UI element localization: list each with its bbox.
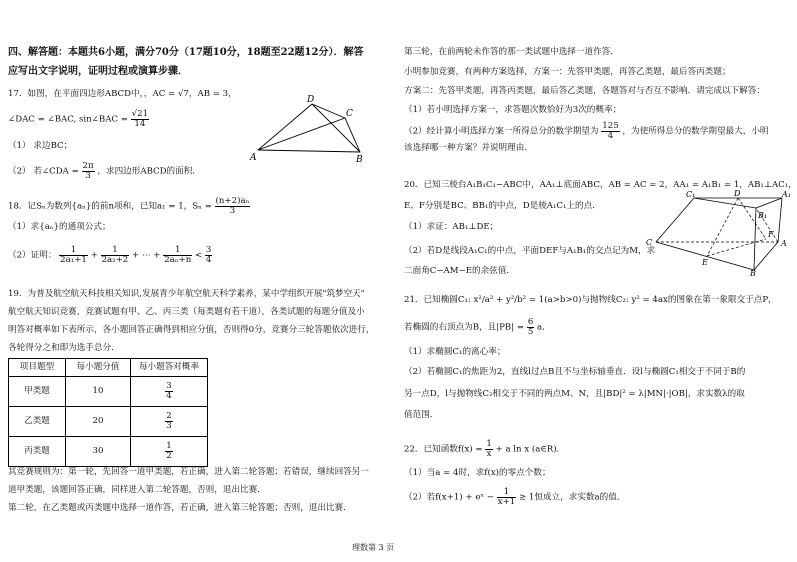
q21-part1: （1）求椭圆C₁的离心率； <box>404 347 506 357</box>
q17-condition: ∠DAC = ∠BAC, sin∠BAC = <box>8 114 128 125</box>
q19-rule2: 道甲类题，该题回答正确，同样进入第二轮答题，否则，退出比赛． <box>8 485 266 495</box>
label-d: D <box>734 189 741 198</box>
q19-cont-line1: 第三轮，在前两轮未作答的那一类试题中选择一道作答． <box>404 47 619 57</box>
q20-line1: 20．已知三棱台A₁B₁C₁−ABC中，AA₁⊥底面ABC，AB = AC = 2，AA₁ = A₁B₁ = 1，AB₁⊥AC₁， <box>404 180 797 190</box>
table-header: 每小题答对概率 <box>131 359 208 377</box>
label-e: E <box>702 258 708 267</box>
q20-frustum-figure <box>644 190 790 276</box>
label-f: F <box>768 230 774 239</box>
page-footer: 理数第 3 页 <box>352 543 395 552</box>
q18-sn-fraction: $\frac{\text{(n+2)aₙ}}{3}$ <box>215 196 250 216</box>
label-c1: C₁ <box>686 190 696 199</box>
q17-fraction: $\frac{√21}{14}$ <box>131 109 149 129</box>
label-a1: A₁ <box>782 190 791 199</box>
label-d: D <box>307 95 315 105</box>
label-b: B <box>750 269 756 278</box>
q19-line4: 各轮得分之和即为选手总分． <box>8 343 120 353</box>
q21-part2-line3: 值范围． <box>404 410 439 420</box>
table-row: 乙类题 20 $\frac{2}{3}$ <box>9 407 208 437</box>
label-c: C <box>346 109 353 119</box>
q19-rule3: 第二轮，在乙类题或丙类题中选择一道作答，若正确，进入第三轮答题；否则，退出比赛． <box>8 503 352 513</box>
q20-part2b: 二面角C−AM−E的余弦值． <box>404 266 516 276</box>
q19-line1: 19．为普及航空航天科技相关知识,发展青少年航空航天科学素养，某中学组织开展"筑梦空天" <box>8 289 365 299</box>
q19-line3: 明答对概率如下表所示，各小题回答正确得到相应分值，否则得0分，竞赛分三轮答题依次进行， <box>8 325 375 335</box>
q19-cont-line2: 小明参加竞赛，有两种方案选择，方案一：先答甲类题，再答乙类题，最后答丙类题； <box>404 67 731 77</box>
label-b: B <box>356 155 363 165</box>
label-b1: B₁ <box>758 211 768 220</box>
q20-part2: （2）若D是线段A₁C₁的中点，平面DEF与A₁B₁的交点记为M，求 <box>404 246 656 256</box>
q22-line1: 22．已知函数f(x) = $\frac{1}{x}$ + a ln x (a∈R)． <box>404 439 566 459</box>
q19-cont-part2: （2）经计算小明选择方案一所得总分的数学期望为 $\frac{125}{4}$ ，为使所得总分的数学期望最大，小明 <box>404 121 769 141</box>
q22-part2: （2）若f(x+1) + eˣ − $\frac{1}{x+1}$ ≥ 1恒成立，求实数a的值． <box>404 487 626 507</box>
q18-part2: （2）证明： $\frac{1}{\text{2a₁+1}}$ + $\frac{1}{\text{2a₂+2}}$ + ⋯ + $\frac{1}{\text{2aₙ+n}}$ < $\frac{3}{4}$ <box>8 245 212 265</box>
q19-cont-part2b: 该选择哪一种方案？并说明理由． <box>404 143 533 153</box>
q21-line1: 21．已知椭圆C₁: x²/a² + y²/b² = 1(a>b>0)与抛物线C₂: y² = 4ax的图象在第一象限交于点P， <box>404 295 777 305</box>
q19-cont-line3: 方案二：先答甲类题，再答丙类题，最后答乙类题，各题答对与否互不影响．请完成以下解答： <box>404 86 765 96</box>
q20-line2: E、F分别是BC、BB₁的中点，D是棱A₁C₁上的点． <box>404 201 601 211</box>
q20-part1: （1）求证：AB₁⊥DE； <box>404 222 499 232</box>
q18-line1: 18．记Sₙ为数列{aₙ}的前n项和，已知a₁ = 1，Sₙ = $\frac{\text{(n+2)aₙ}}{3}$ <box>8 196 250 216</box>
q17-quadrilateral-figure <box>250 92 370 164</box>
section-title-line1: 四、解答题：本题共6小题，满分70分（17题10分，18题至22题12分）．解答 <box>8 47 364 58</box>
label-a: A <box>250 153 257 163</box>
q19-score-table <box>8 358 208 467</box>
label-c: C <box>646 238 653 247</box>
table-header: 每小题分值 <box>66 359 131 377</box>
q19-line2: 航空航天知识竞赛，竞赛试题有甲、乙、丙三类（每类题有若干道），各类试题的每题分值及小 <box>8 307 365 317</box>
q22-part1: （1）当a = 4时，求f(x)的零点个数； <box>404 468 551 478</box>
q18-part1: （1）求{aₙ}的通项公式； <box>8 222 111 232</box>
table-row: 甲类题 10 $\frac{3}{4}$ <box>9 377 208 407</box>
table-row: 丙类题 30 $\frac{1}{2}$ <box>9 437 208 467</box>
q17-line2 <box>8 110 149 128</box>
label-a: A <box>781 239 787 248</box>
section-title-line2: 应写出文字说明，证明过程或演算步骤． <box>8 66 188 77</box>
table-header: 项目题型 <box>9 359 66 377</box>
q17-line1: 17．如图，在平面四边形ABCD中，，AC = √7，AB = 3， <box>8 89 237 99</box>
q21-part2-line1: （2）若椭圆C₁的焦距为2，直线l过点B且不与坐标轴垂直．设l与椭圆C₁相交于不同于B的 <box>404 367 746 377</box>
q17-part1: （1） 求边BC； <box>8 141 73 151</box>
q21-part2-line2: 另一点D，l与抛物线C₂相交于不同的两点M、N，且|BD|² = λ|MN|·|OB|，求实数λ的取 <box>404 389 745 399</box>
q21-line2: 若椭圆的右顶点为B，且|PB| = $\frac{6}{5}$ a． <box>404 317 551 337</box>
q17-angle-fraction: $\frac{2\pi}{3}$ <box>82 161 94 181</box>
q19-rule1: 其竞赛规则为：第一轮，先回答一道甲类题，若正确，进入第二轮答题；若错误，继续回答另一 <box>8 467 369 477</box>
q19-cont-line4: （1）若小明选择方案一，求答题次数恰好为3次的概率； <box>404 105 622 115</box>
q17-part2: （2） 若∠CDA = $\frac{2\pi}{3}$ ，求四边形ABCD的面积． <box>8 161 201 181</box>
